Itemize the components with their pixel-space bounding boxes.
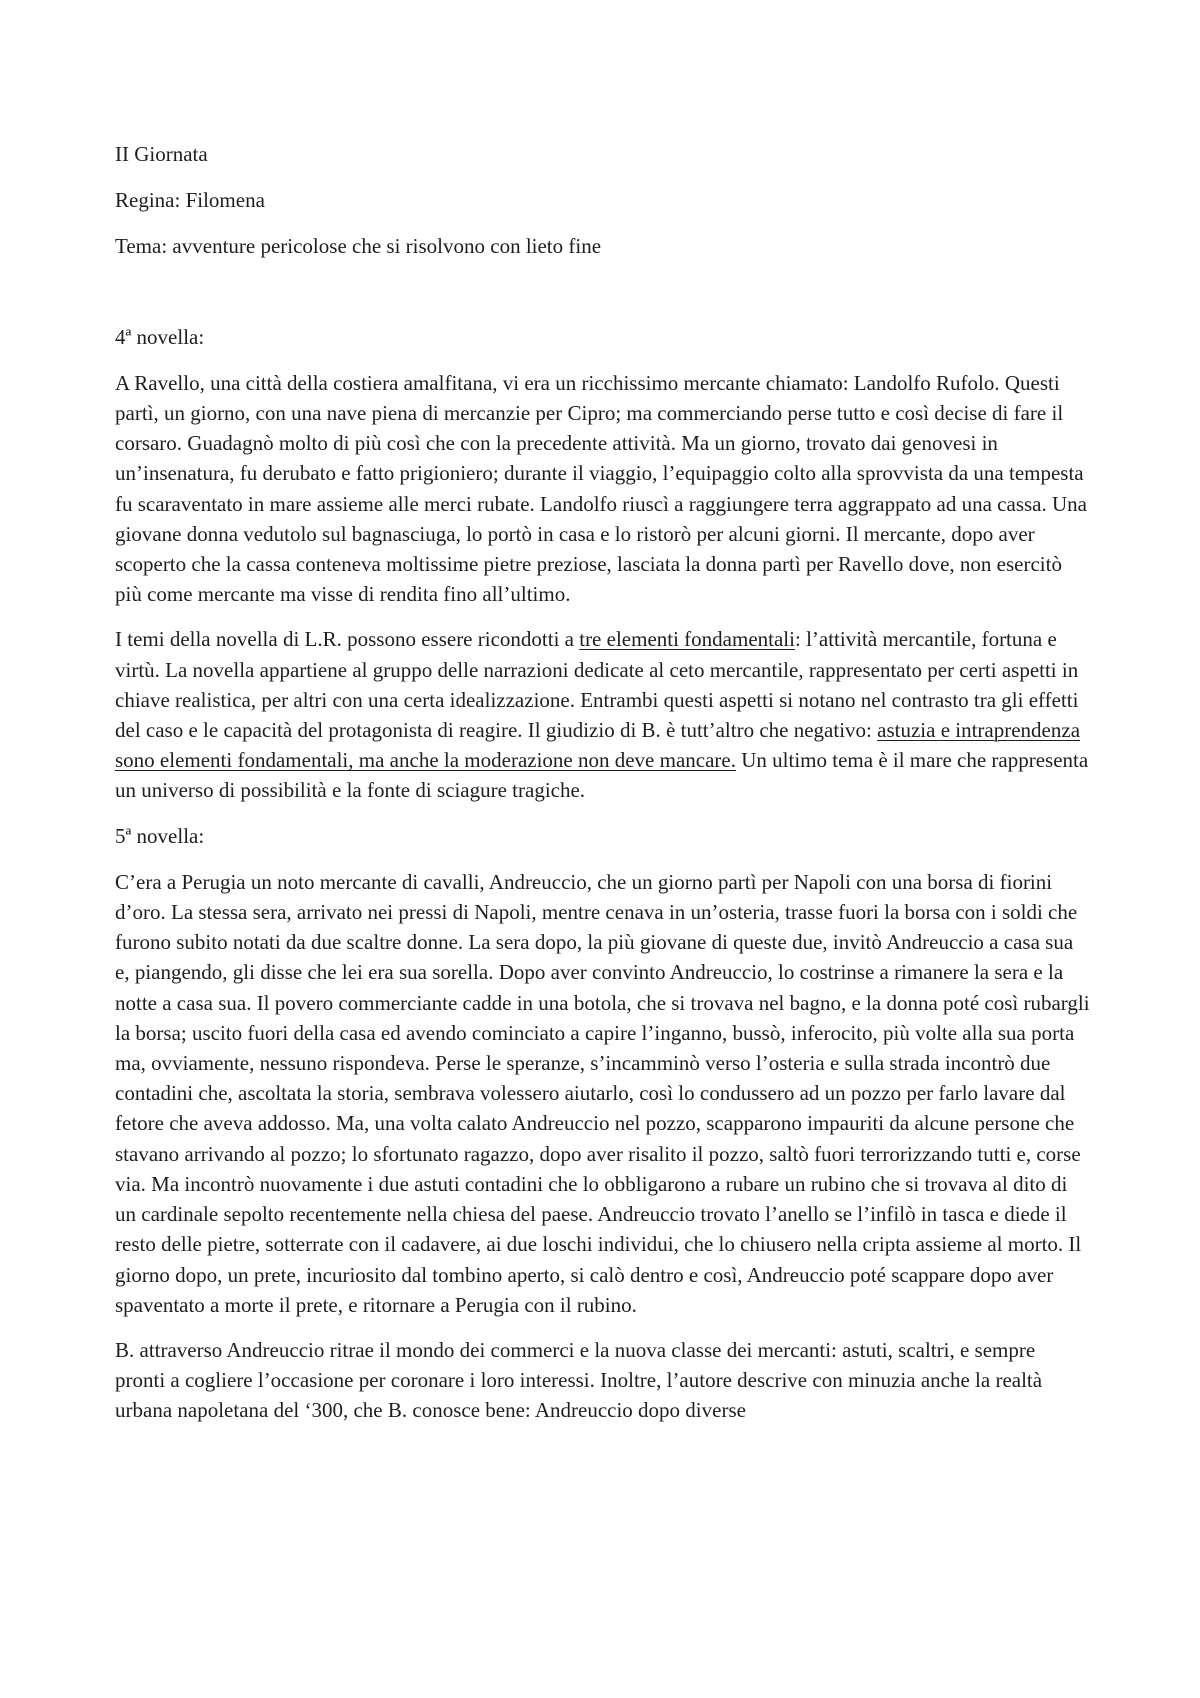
novella-5-analysis: B. attraverso Andreuccio ritrae il mondo dei commerci e la nuova classe dei mercanti: astuti, scaltri, e sempre pronti a cogliere l’occasione per coronare i loro interessi. Inoltre, l’autore descrive con minuzia anche la realtà urbana napoletana del ‘300, che B. conosce bene: Andreuccio dopo diverse: [115, 1337, 1043, 1423]
regina-line: Regina: Filomena: [115, 188, 265, 213]
analysis-text-c: Un ultimo tema è il mare che rappresenta un universo di possibilità e la fonte di sciagure tragiche.: [115, 748, 1089, 803]
underlined-phrase-elements: tre elementi fondamentali: [579, 627, 795, 652]
giornata-heading: II Giornata: [115, 142, 208, 166]
novella-4-title: 4ª novella:: [115, 324, 205, 349]
section-spacer: [115, 278, 1090, 322]
underlined-phrase-astuzia: astuzia e intraprendenza sono elementi fondamentali, ma anche la moderazione non deve mancare.: [115, 718, 1081, 773]
analysis-text-b: : l’attività mercantile, fortuna e virtù. La novella appartiene al gruppo delle narrazioni dedicate al ceto mercantile, rappresentato per certi aspetti in chiave realistica, per altri con una certa idealizzazione. Entrambi questi aspetti si notano nel contrasto tra gli effetti del caso e le capacità del protagonista di reagire. Il giudizio di B. è tutt’altro che negativo:: [115, 627, 1079, 743]
tema-line: Tema: avventure pericolose che si risolvono con lieto fine: [115, 234, 602, 259]
analysis-text-a: I temi della novella di L.R. possono essere ricondotti a: [115, 627, 580, 652]
novella-4-analysis: [115, 624, 1090, 805]
novella-5-summary: C’era a Perugia un noto mercante di cavalli, Andreuccio, che un giorno partì per Napoli con una borsa di fiorini d’oro. La stessa sera, arrivato nei pressi di Napoli, mentre cenava in un’osteria, trasse fuori la borsa con i soldi che furono subito notati da due scaltre donne. La sera dopo, la più giovane di queste due, invitò Andreuccio a casa sua e, piangendo, gli disse che lei era sua sorella. Dopo aver convinto Andreuccio, lo costrinse a rimanere la sera e la notte a casa sua. Il povero commerciante cadde in una botola, che si trovava nel bagno, e la donna poté così rubargli la borsa; uscito fuori della casa ed avendo cominciato a capire l’inganno, bussò, inferocito, più volte alla sua porta ma, ovviamente, nessuno rispondeva. Perse le speranze, s’incamminò verso l’osteria e sulla strada incontrò due contadini che, ascoltata la storia, sembrava volessero aiutarlo, così lo condussero ad un pozzo per farlo lavare dal fetore che aveva addosso. Ma, una volta calato Andreuccio nel pozzo, scapparono impauriti da alcune persone che stavano arrivando al pozzo; lo sfortunato ragazzo, dopo aver risalito il pozzo, saltò fuori terrorizzando tutti e, corse via. Ma incontrò nuovamente i due astuti contadini che lo obbligarono a rubare un rubino che si trovava al dito di un cardinale sepolto recentemente nella chiesa del paese. Andreuccio trovato l’anello se l’infilò in tasca e diede il resto delle pietre, sotterrate con il cadavere, ai due loschi individui, che lo chiusero nella cripta assieme al morto. Il giorno dopo, un prete, incuriosito dal tombino aperto, si calò dentro e così, Andreuccio poté scappare dopo aver spaventato a morte il prete, e ritornare a Perugia con il rubino.: [115, 869, 1090, 1317]
novella-4-summary: A Ravello, una città della costiera amalfitana, vi era un ricchissimo mercante chiamato: Landolfo Rufolo. Questi partì, un giorno, con una nave piena di mercanzie per Cipro; ma commerciando perse tutto e così decise di fare il corsaro. Guadagnò molto di più così che con la precedente attività. Ma un giorno, trovato dai genovesi in un’insenatura, fu derubato e fatto prigioniero; durante il viaggio, l’equipaggio colto alla sprovvista da una tempesta fu scaraventato in mare assieme alle merci rubate. Landolfo riuscì a raggiungere terra aggrappato ad una cassa. Una giovane donna vedutolo sul bagnasciuga, lo portò in casa e lo ristorò per alcuni giorni. Il mercante, dopo aver scoperto che la cassa conteneva moltissime pietre preziose, lasciata la donna partì per Ravello dove, non esercitò più come mercante ma visse di rendita fino all’ultimo.: [115, 370, 1087, 607]
novella-5-title: 5ª novella:: [115, 823, 205, 848]
